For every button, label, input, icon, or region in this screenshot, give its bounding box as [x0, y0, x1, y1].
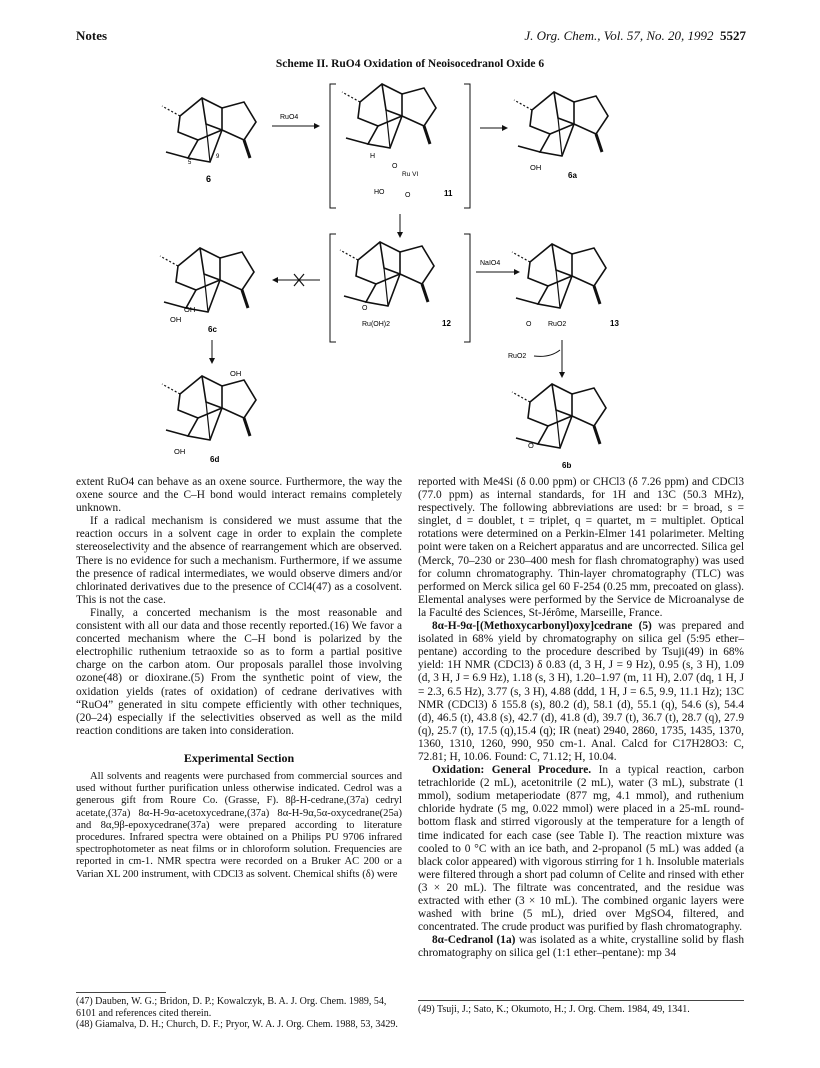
left-paragraph-4: All solvents and reagents were purchased from commercial sources and used without further purification unless otherwise indicated. Cedrol was a generous gift from Roure Co. (Grasse, F). 8β-H-cedrane,(37a) cedryl acetate,(37a) 8α-H-9α-acetoxycedrane,(37a) 8α-H-9α,5α-oxycedrane(25a) and 8α,9β-epoxycedrane(37a) were prepared according to literature procedures. Infrared spectra were obtained on a Philips PU 9706 infrared spectrophotometer as neat films or in chloroform solution. Frequencies are reported in cm-1. NMR spectra were recorded on a Bruker AC 200 or a Varian XL 200 instrument, with CDCl3 as solvent. Chemical shifts (δ) were	[76, 770, 402, 880]
footnotes-right	[418, 1004, 744, 1016]
ruo2-byproduct: RuO2	[508, 353, 527, 360]
arrow-11-to-6a	[480, 125, 508, 131]
left-paragraph-3: Finally, a concerted mechanism is the most reasonable and consistent with all our data and those recently reported.(16) We favor a concerted mechanism where the C–H bond is polarized by the electrophilic ruthenium tetraoxide so as to form a partial positive charge on the carbon atom. Our proposals parallel those involving ozone(48) or dioxirane.(5) From the synthetic point of view, the oxidation yields (rates of oxidation) of cedrane derivatives with “RuO4” generated in situ compete efficiently with other techniques,(20–24) especially if the selectivities observed as well as the mild reaction conditions are taken into consideration.	[76, 606, 402, 737]
compound-label-6b: 6b	[562, 461, 572, 470]
footnote-rule-right	[418, 1000, 744, 1001]
right-paragraph-1: reported with Me4Si (δ 0.00 ppm) or CHCl3 (δ 7.26 ppm) and CDCl3 (77.0 ppm) as internal standards, for 1H and 13C (50.3 MHz), respectively. The following abbreviations are used: br = broad, s = singlet, d = doublet, t = triplet, q = quartet, m = multiplet. Optical rotations were determined on a Perkin-Elmer 141 polarimeter. Melting point were taken on a Reichert apparatus and are uncorrected. Silica gel (Merck, 70–230 or 230–400 mesh for flash chromatography) was used for column chromatography. Thin-layer chromatography (TLC) was performed on Merck silica gel 60 F-254 (0.25 mm, precoated on glass). Elemental analyses were performed by the Service de Microanalyse de la Faculté des Sciences, St-Jérôme, Marseille, France.	[418, 476, 744, 619]
molecule-11	[342, 84, 436, 148]
ruo2-label-13: RuO2	[548, 321, 567, 328]
compound-5-heading: 8α-H-9α-[(Methoxycarbonyl)oxy]cedrane (5)	[432, 620, 652, 633]
ru-vi-label: Ru VI	[402, 171, 419, 178]
reagent-naio4: NaIO4	[480, 260, 501, 267]
procedure-text: In a typical reaction, carbon tetrachloride (2 mL), acetonitrile (2 mL), water (3 mL), substrate (1 mmol), sodium metaperiodate (877 mg, 4.1 mmol), and ruthenium chloride hydrate (5 mg, 0.022 mmol) were placed in a 25-mL round-bottom flask and stirred vigorously at the temperature for a length of time indicated for each case (see Table I). The reaction mixture was cooled to 0 °C with an ice bath, and 2-propanol (5 mL) was added (a black color appeared) with vigorous stirring for 1 h. Insoluble materials were filtered through a short pad column of Celite and rinsed with ether (3 × 20 mL). The filtrate was concentrated, and the residue was extracted with ether (3 × 10 mL). The combined organic layers were washed with brine (5 mL), dried over MgSO4, filtered, and concentrated. The crude product was purified by flash chromatography.	[418, 764, 744, 934]
atom-number-5: 5	[188, 160, 192, 166]
o-label-6b: O	[528, 441, 534, 450]
cedranol-heading: 8α-Cedranol (1a)	[432, 934, 516, 947]
atom-number-9: 9	[216, 154, 220, 160]
footnote-rule-left	[76, 992, 166, 993]
oh-label-6c-a: OH	[184, 305, 196, 314]
molecule-6c	[160, 248, 254, 312]
footnote-48: (48) Giamalva, D. H.; Church, D. F.; Pryor, W. A. J. Org. Chem. 1988, 53, 3429.	[76, 1019, 398, 1030]
right-paragraph-4	[418, 934, 744, 960]
journal-citation: J. Org. Chem., Vol. 57, No. 20, 1992	[524, 28, 714, 43]
o-label-12: O	[362, 305, 368, 312]
compound-label-6a: 6a	[568, 171, 577, 180]
right-paragraph-2	[418, 620, 744, 764]
scheme-title: Scheme II. RuO4 Oxidation of Neoisocedranol Oxide 6	[275, 58, 545, 70]
reagent-ruo4: RuO4	[280, 114, 299, 121]
cedranol-text: was isolated as a white, crystalline solid by flash chromatography on silica gel (1:1 ether–pentane): mp 34	[418, 934, 745, 960]
arrow-naio4	[476, 269, 520, 275]
o-label-13: O	[526, 321, 532, 328]
page-number: 5527	[720, 28, 746, 43]
section-heading: Experimental Section	[183, 750, 295, 765]
compound-label-13: 13	[610, 319, 619, 328]
arrow-crossed	[272, 274, 320, 286]
compound-label-6c: 6c	[208, 325, 217, 334]
arrow-13-to-6b	[534, 340, 565, 378]
oh-label-6d: OH	[174, 447, 186, 456]
arrow-11-to-12	[397, 214, 403, 238]
footnote-49: (49) Tsuji, J.; Sato, K.; Okumoto, H.; J. Org. Chem. 1984, 49, 1341.	[418, 1004, 690, 1015]
right-paragraph-3	[418, 764, 744, 934]
arrow-6c-to-6d	[209, 340, 215, 364]
arrow-ruo4	[272, 123, 320, 129]
o-label-11a: O	[392, 163, 398, 170]
compound-5-text: was prepared and isolated in 68% yield by chromatography on silica gel (5:95 ether–pentane) according to the procedure described by Tsuji(49) in 68% yield: 1H NMR (CDCl3) δ 0.83 (d, 3 H, J = 9 Hz), 0.95 (s, 3 H), 1.09 (d, 3 H, J = 6.9 Hz), 1.18 (s, 3 H), 1.20–1.97 (m, 11 H), 2.07 (dq, 1 H, J = 2.3, 6.5 Hz), 3.77 (s, 3 H), 4.88 (ddd, 1 H, J = 6.5, 9.9, 11.1 Hz); 13C NMR (CDCl3) δ 155.8 (s), 80.2 (d), 58.1 (d), 55.1 (q), 54.6 (s), 54.4 (d), 46.5 (t), 43.8 (s), 42.7 (d), 41.8 (d), 39.7 (t), 36.7 (t), 28.7 (q), 27.9 (q), 25.7 (t), 17.5 (q),15.4 (q); IR (neat) 2940, 2860, 1735, 1435, 1370, 1360, 1310, 1260, 990, 950 cm-1. Anal. Calcd for C17H28O3: C, 72.81; H, 10.06. Found: C, 71.12; H, 10.04.	[418, 620, 745, 763]
molecule-13	[512, 244, 606, 308]
left-column	[76, 476, 402, 881]
footnotes-left	[76, 996, 402, 1031]
molecule-6	[162, 98, 256, 162]
oh-label-6d-top: OH	[230, 369, 242, 378]
molecule-6d	[162, 376, 256, 440]
molecule-12	[340, 242, 434, 306]
footnote-47: (47) Dauben, W. G.; Bridon, D. P.; Kowalczyk, B. A. J. Org. Chem. 1989, 54, 6101 and references cited therein.	[76, 996, 387, 1019]
left-paragraph-1: extent RuO4 can behave as an oxene source. Furthermore, the way the oxene source and the C–H bond would interact remains completely unknown.	[76, 476, 402, 515]
procedure-heading: Oxidation: General Procedure.	[432, 764, 592, 777]
compound-label-6: 6	[206, 174, 212, 184]
running-head-journal	[524, 28, 746, 44]
oh-label-6c-b: OH	[170, 315, 182, 324]
h-label: H	[370, 153, 376, 160]
left-paragraph-2: If a radical mechanism is considered we must assume that the reaction occurs in a solvent cage in order to explain the complete stereoselectivity and the absence of rearrangement which are observed. There is no evidence for such a mechanism. Furthermore, if we assume the presence of radical intermediates, we would observe dimers and/or chlorinated derivatives due to the presence of CCl4(47) as a cosolvent. This is not the case.	[76, 515, 402, 606]
ru-oh2-label: Ru(OH)2	[362, 321, 391, 328]
running-head-section: Notes	[76, 28, 108, 43]
compound-label-6d: 6d	[210, 455, 220, 464]
molecule-6b	[512, 384, 606, 448]
molecule-6a	[514, 92, 608, 156]
oh-label-6a: OH	[530, 163, 542, 172]
ho-label: HO	[374, 189, 385, 196]
reaction-scheme	[130, 76, 750, 476]
compound-label-12: 12	[442, 319, 451, 328]
compound-label-11: 11	[444, 189, 453, 198]
right-column	[418, 476, 744, 960]
o-label-11b: O	[405, 192, 411, 199]
